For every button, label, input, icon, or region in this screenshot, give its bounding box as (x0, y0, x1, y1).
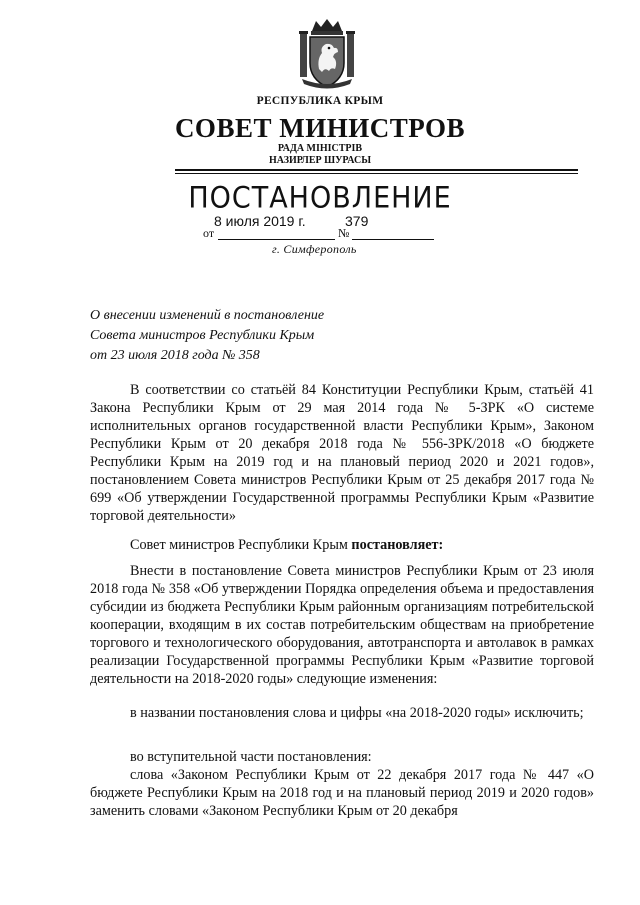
header-rule-thin (175, 173, 578, 174)
document-number: 379 (345, 213, 369, 229)
body-paragraph-resolves (90, 536, 594, 554)
body-paragraph-legal-basis: В соответствии со статьёй 84 Конституции Республики Крым, статьёй 41 Закона Республики Крым от 29 мая 2014 года № 5-ЗРК «О системе исполнительных органов государственной власти Республики Крым», Законом Республики Крым от 20 декабря 2018 года № 556-ЗРК/2018 «О бюджете Республики Крым на 2019 год и на плановый период 2020 и 2021 годов», постановлением Совета министров Республики Крым от 25 декабря 2017 года № 699 «Об утверждении Государственной программы Республики Крым «Развитие торговой деятельности» (90, 382, 594, 524)
number-prefix: № (338, 226, 350, 240)
document-subject (90, 306, 390, 366)
council-name-crimean-tatar: НАЗИРЛЕР ШУРАСЫ (268, 155, 372, 166)
resolves-prefix: Совет министров Республики Крым (130, 537, 352, 553)
body-paragraph-amendment: Внести в постановление Совета министров Республики Крым от 23 июля 2018 года № 358 «Об утверждении Порядка определения объема и предоставления субсидии из бюджета Республики Крым районным организациям потребительской кооперации, входящим в их состав потребительским обществам на приобретение торгового и технологического оборудования, автотранспорта и автолавок в рамках реализации Государственной программы Республики Крым «Развитие торговой деятельности на 2018-2020 годы» следующие изменения: (90, 563, 594, 687)
republic-name: РЕСПУБЛИКА КРЫМ (256, 95, 384, 107)
date-fill-line (218, 239, 335, 240)
document-date: 8 июля 2019 г. (214, 213, 306, 229)
body-paragraph-replace-words: слова «Законом Республики Крым от 22 декабря 2017 года № 447 «О бюджете Республики Крым на 2018 год и на плановый период 2019 и 2020 годов» заменить словами «Законом Республики Крым от 20 декабря (90, 767, 594, 819)
body-paragraph-intro-part: во вступительной части постановления: (130, 749, 372, 765)
city-name: г. Симферополь (272, 242, 357, 256)
crimea-coat-of-arms-icon (298, 17, 356, 91)
document-type-title: ПОСТАНОВЛЕНИЕ (188, 181, 452, 216)
date-prefix: от (203, 226, 215, 240)
subject-line: Совета министров Республики Крым (90, 328, 315, 343)
number-fill-line (352, 239, 434, 240)
council-name-ukrainian: РАДА МІНІСТРІВ (277, 143, 363, 154)
council-name: СОВЕТ МИНИСТРОВ (174, 113, 466, 143)
header-rule-thick (175, 169, 578, 171)
subject-line: от 23 июля 2018 года № 358 (90, 348, 260, 363)
council-name-alt (0, 143, 640, 167)
resolves-keyword: постановляет: (351, 537, 444, 553)
body-paragraph-title-change: в названии постановления слова и цифры «на 2018-2020 годы» исключить; (130, 705, 584, 721)
subject-line: О внесении изменений в постановление (90, 308, 325, 323)
